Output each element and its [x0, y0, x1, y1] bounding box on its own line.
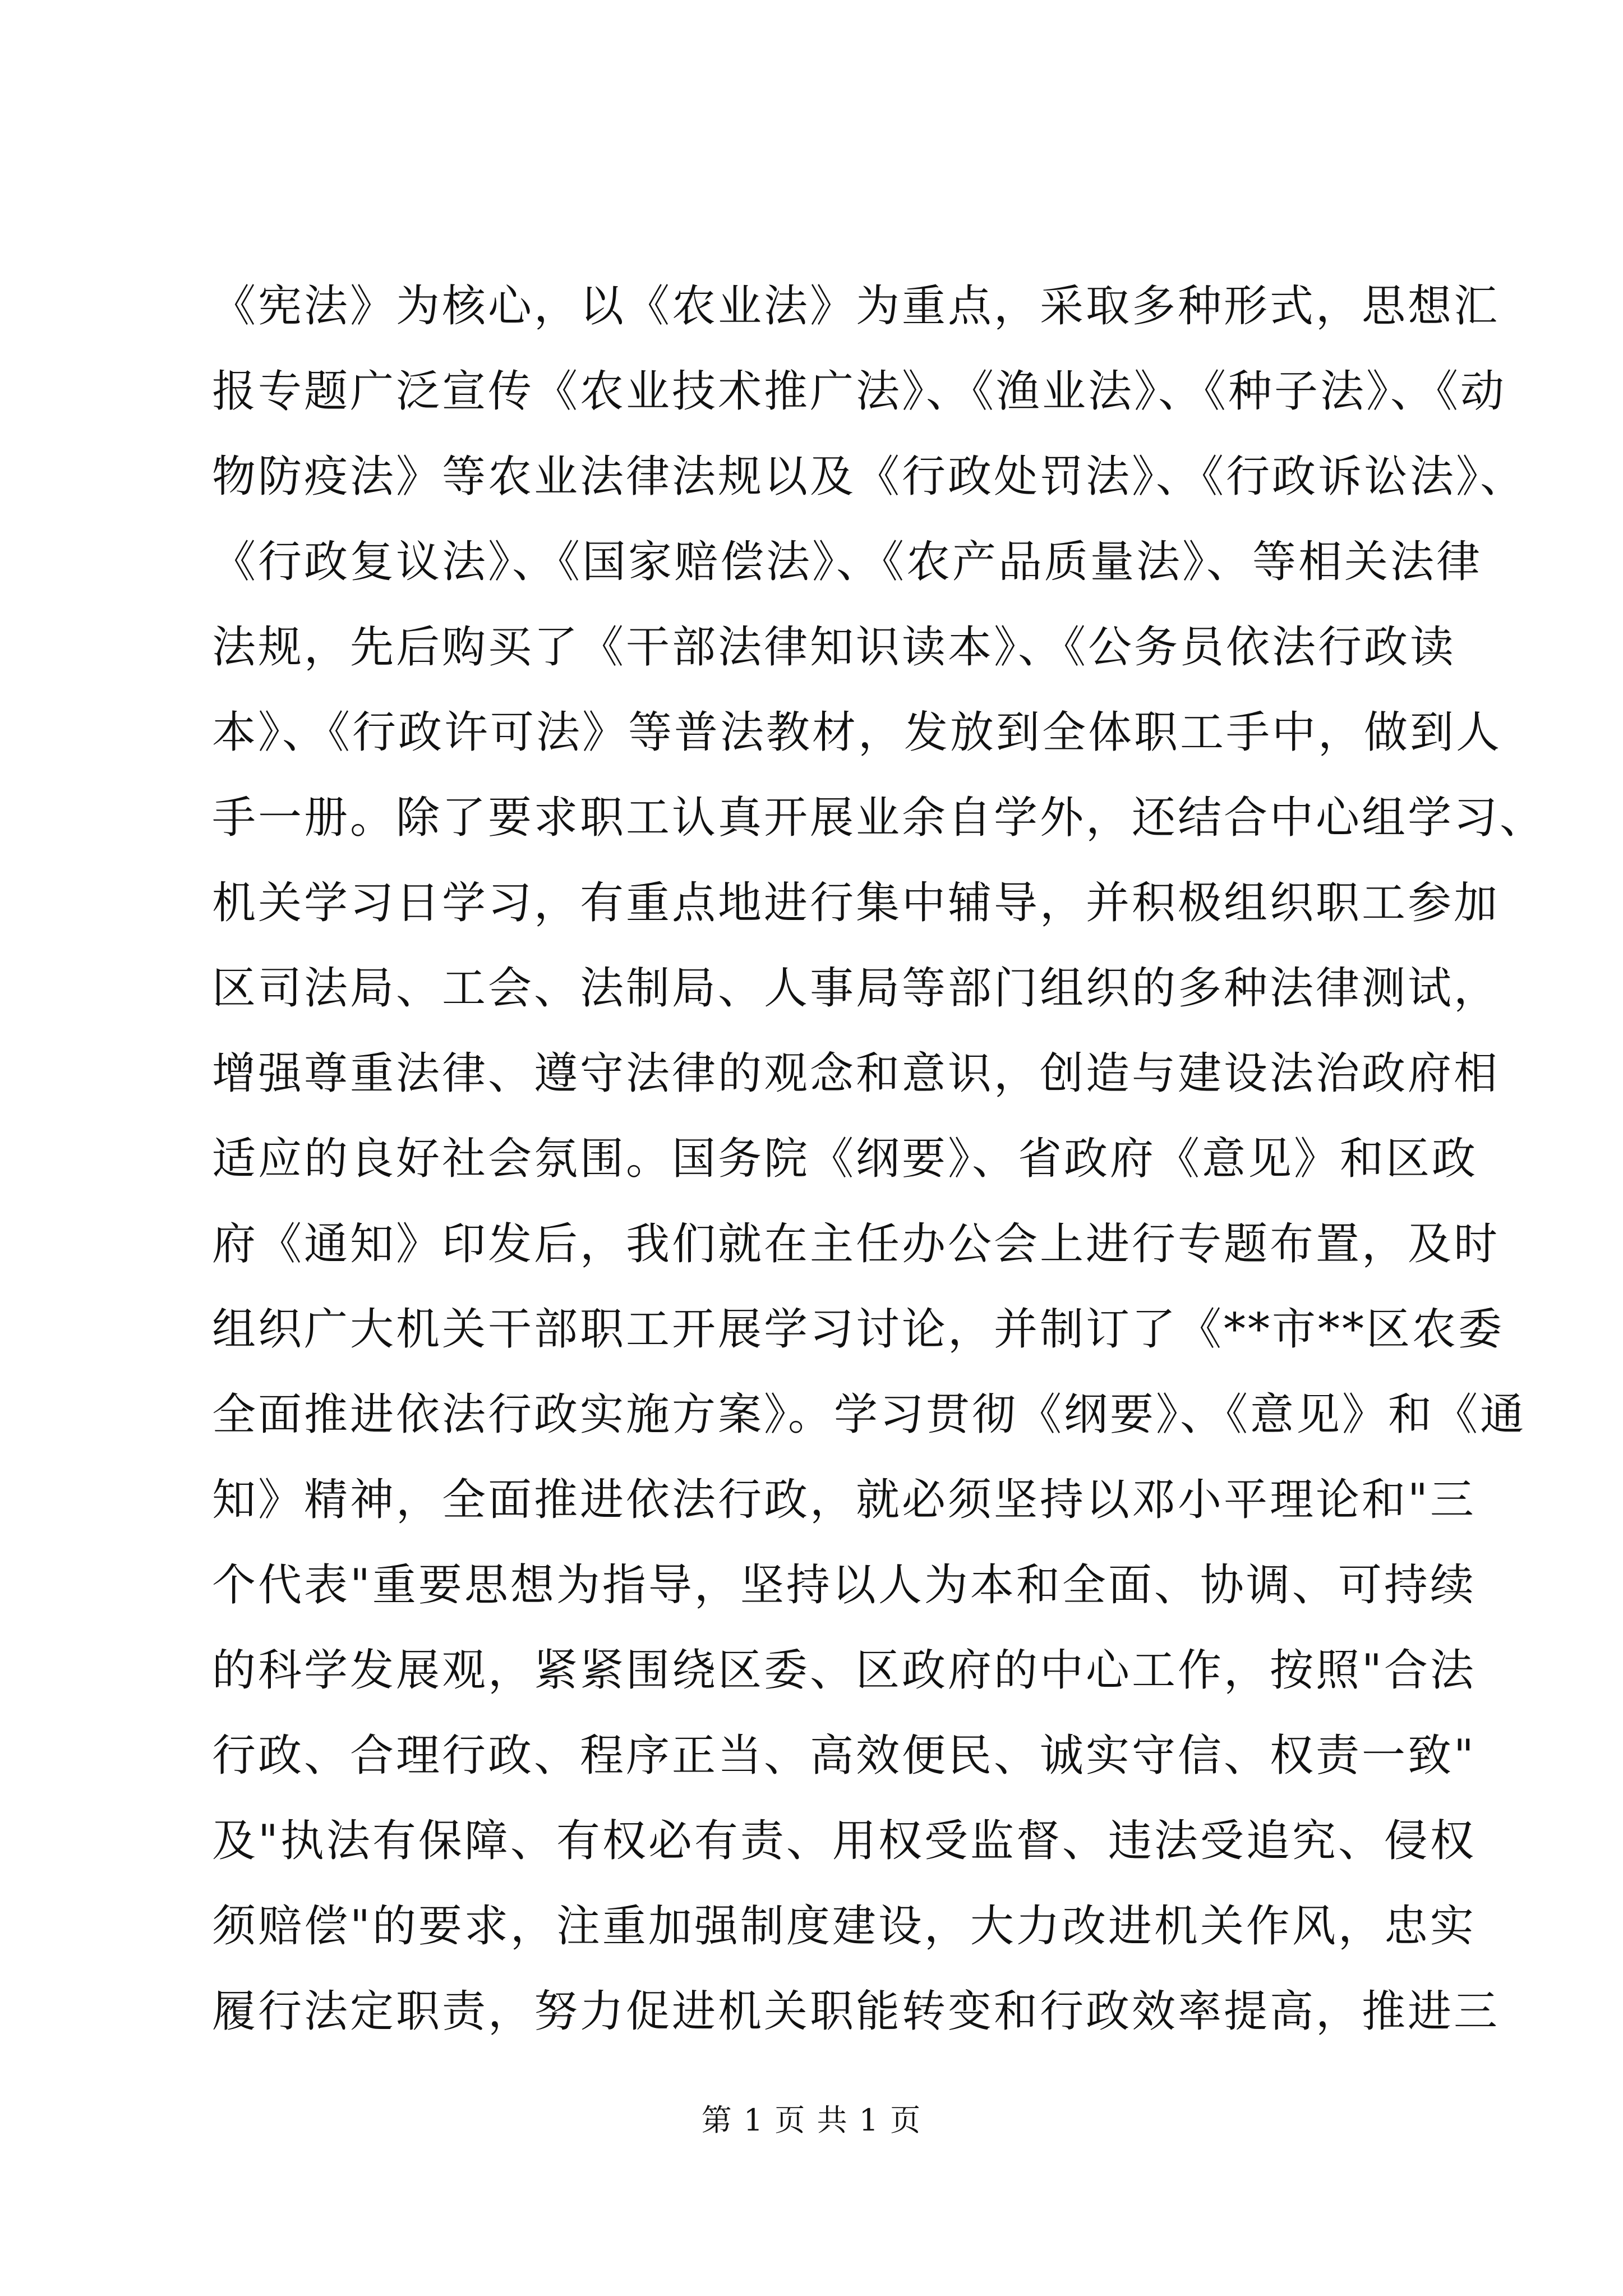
text-line: 机关学习日学习，有重点地进行集中辅导，并积极组织职工参加 — [212, 878, 1500, 928]
text-line: 《行政复议法》、《国家赔偿法》、《农产品质量法》、等相关法律 — [212, 537, 1483, 587]
text-line: 增强尊重法律、遵守法律的观念和意识，创造与建设法治政府相 — [212, 1048, 1500, 1099]
text-line: 府《通知》印发后，我们就在主任办公会上进行专题布置，及时 — [212, 1219, 1500, 1269]
text-line: 行政、合理行政、程序正当、高效便民、诚实守信、权责一致" — [212, 1731, 1476, 1781]
text-line: 本》、《行政许可法》等普法教材，发放到全体职工手中，做到人 — [212, 707, 1502, 758]
body-paragraph — [212, 264, 1546, 2054]
text-line: 履行法定职责，努力促进机关职能转变和行政效率提高，推进三 — [212, 1986, 1500, 2037]
text-line: 组织广大机关干部职工开展学习讨论，并制订了《**市**区农委 — [212, 1304, 1505, 1355]
text-line: 手一册。除了要求职工认真开展业余自学外，还结合中心组学习、 — [212, 793, 1546, 843]
text-line: 适应的良好社会氛围。国务院《纲要》、省政府《意见》和区政 — [212, 1134, 1478, 1184]
text-line: 须赔偿"的要求，注重加强制度建设，大力改进机关作风，忠实 — [212, 1901, 1476, 1952]
text-line: 全面推进依法行政实施方案》。学习贯彻《纲要》、《意见》和《通 — [212, 1389, 1527, 1440]
text-line: 物防疫法》等农业法律法规以及《行政处罚法》、《行政诉讼法》、 — [212, 452, 1527, 502]
text-line: 报专题广泛宣传《农业技术推广法》、《渔业法》、《种子法》、《动 — [212, 366, 1507, 417]
text-line: 区司法局、工会、法制局、人事局等部门组织的多种法律测试， — [212, 963, 1500, 1014]
text-line: 个代表"重要思想为指导，坚持以人为本和全面、协调、可持续 — [212, 1560, 1476, 1611]
text-line: 知》精神，全面推进依法行政，就必须坚持以邓小平理论和"三 — [212, 1475, 1476, 1525]
page-footer: 第 1 页 共 1 页 — [701, 2102, 922, 2138]
text-line: 《宪法》为核心，以《农业法》为重点，采取多种形式，思想汇 — [212, 281, 1500, 332]
text-line: 法规，先后购买了《干部法律知识读本》、《公务员依法行政读 — [212, 622, 1456, 673]
text-line: 的科学发展观，紧紧围绕区委、区政府的中心工作，按照"合法 — [212, 1645, 1476, 1696]
text-line: 及"执法有保障、有权必有责、用权受监督、违法受追究、侵权 — [212, 1816, 1476, 1866]
